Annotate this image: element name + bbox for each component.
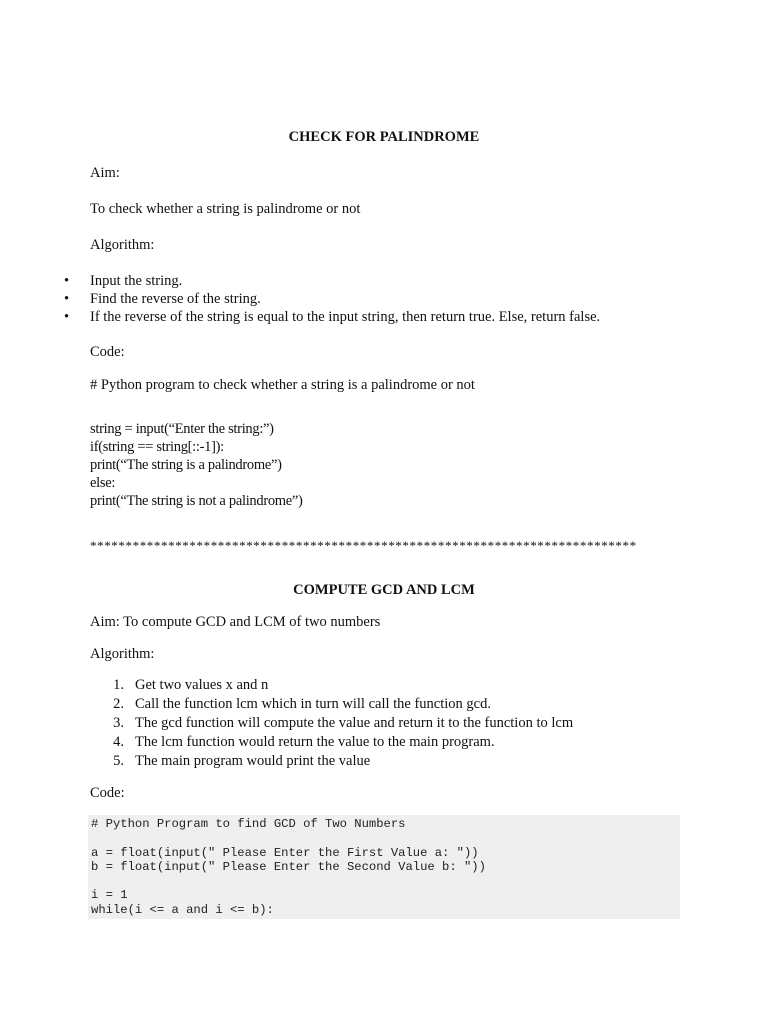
- list-number: 3.: [113, 715, 124, 731]
- palindrome-code-label: Code:: [90, 344, 125, 360]
- code-line: if(string == string[::-1]):: [90, 439, 224, 455]
- code-line: string = input(“Enter the string:”): [90, 421, 274, 437]
- list-number: 2.: [113, 696, 124, 712]
- list-item-text: The main program would print the value: [135, 753, 371, 769]
- section-separator: *****************************************************************************: [90, 538, 637, 553]
- code-line: a = float(input(" Please Enter the First Value a: ")): [91, 846, 479, 860]
- list-number: 1.: [113, 677, 124, 693]
- code-line: b = float(input(" Please Enter the Second Value b: ")): [91, 860, 486, 874]
- gcd-title: COMPUTE GCD AND LCM: [293, 582, 475, 598]
- list-item-text: Input the string.: [90, 273, 183, 289]
- palindrome-aim-label: Aim:: [90, 165, 120, 181]
- list-item-text: If the reverse of the string is equal to the input string, then return true. Else, return false.: [90, 309, 601, 325]
- palindrome-title: CHECK FOR PALINDROME: [288, 129, 480, 145]
- gcd-algorithm-label: Algorithm:: [90, 646, 155, 662]
- code-line: print(“The string is a palindrome”): [90, 457, 282, 473]
- palindrome-aim-text: To check whether a string is palindrome or not: [90, 201, 361, 217]
- list-item-text: The lcm function would return the value to the main program.: [135, 734, 495, 750]
- gcd-code-label: Code:: [90, 785, 125, 801]
- palindrome-code-comment: # Python program to check whether a string is a palindrome or not: [90, 377, 475, 393]
- gcd-aim-text: Aim: To compute GCD and LCM of two numbers: [90, 614, 381, 630]
- code-line: print(“The string is not a palindrome”): [90, 493, 303, 509]
- bullet-icon: •: [64, 291, 70, 307]
- list-item-text: The gcd function will compute the value and return it to the function to lcm: [135, 715, 574, 731]
- list-item-text: Find the reverse of the string.: [90, 291, 261, 307]
- code-line: i = 1: [91, 888, 128, 902]
- list-number: 5.: [113, 753, 124, 769]
- bullet-icon: •: [64, 309, 70, 325]
- list-item-text: Get two values x and n: [135, 677, 269, 693]
- code-line: while(i <= a and i <= b):: [91, 903, 274, 917]
- list-number: 4.: [113, 734, 124, 750]
- palindrome-algorithm-label: Algorithm:: [90, 237, 155, 253]
- list-item-text: Call the function lcm which in turn will call the function gcd.: [135, 696, 491, 712]
- code-line: else:: [90, 475, 116, 491]
- bullet-icon: •: [64, 273, 70, 289]
- code-line: # Python Program to find GCD of Two Numbers: [91, 817, 406, 831]
